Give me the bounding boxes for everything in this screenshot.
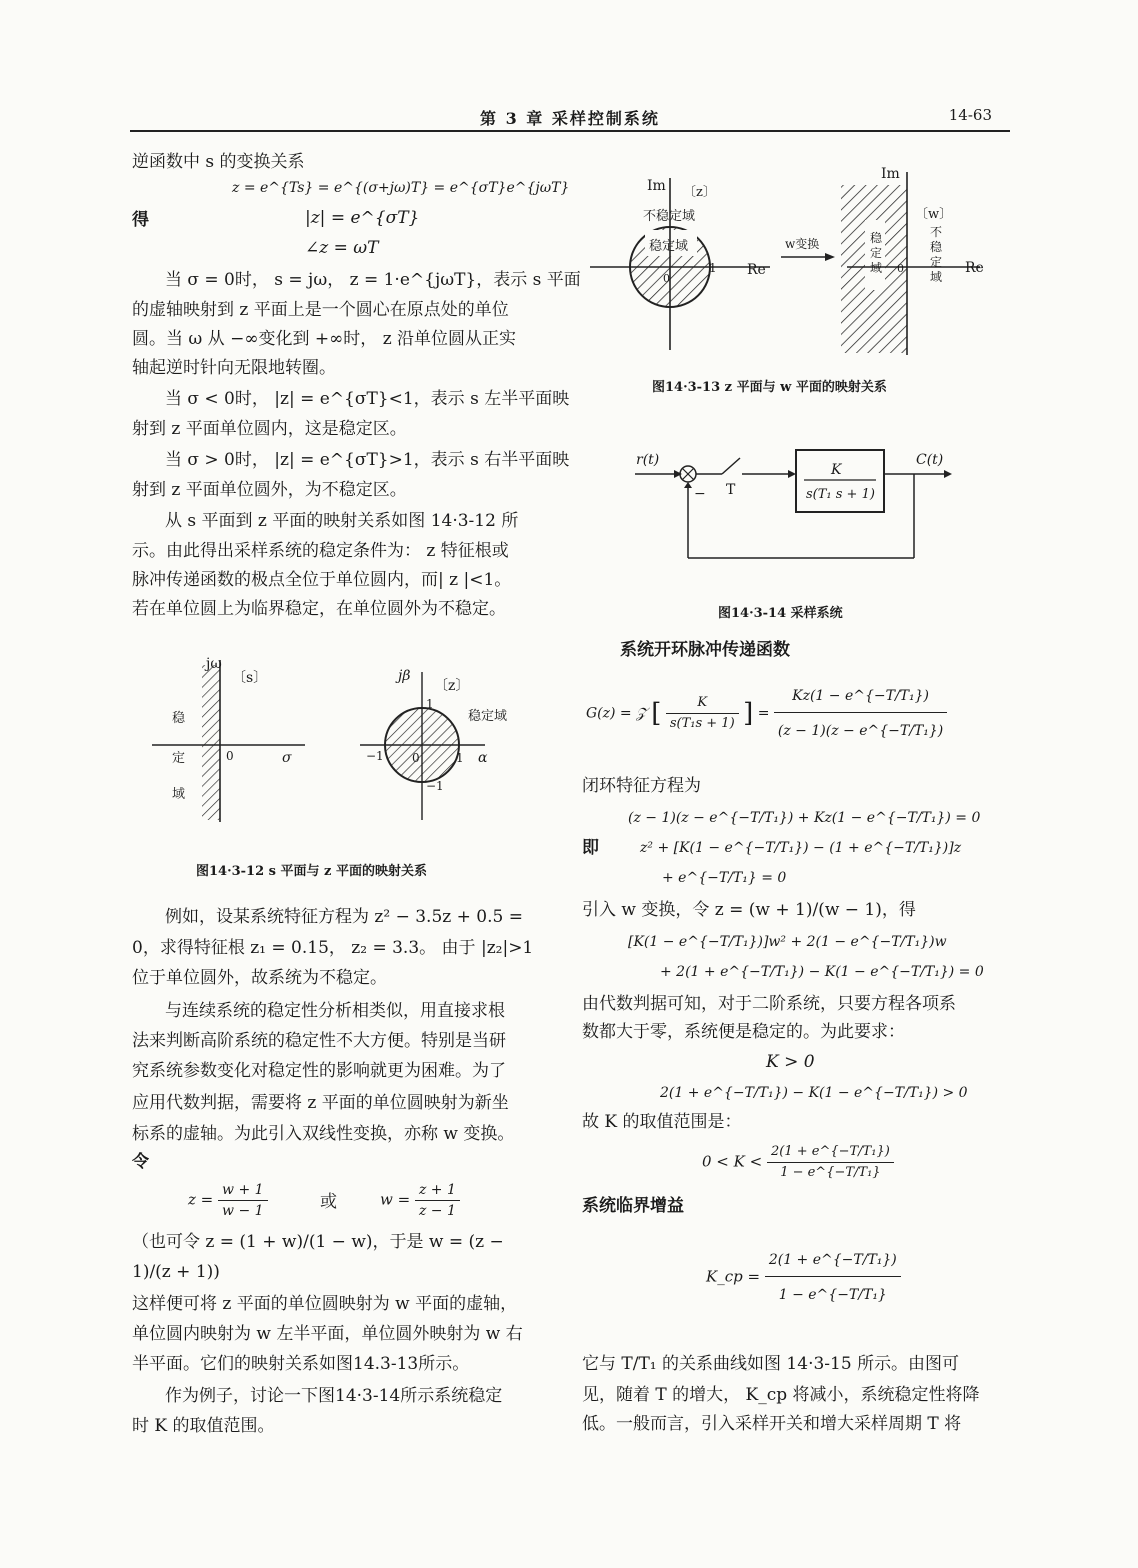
figure-caption: 图14·3-12 s 平面与 z 平面的映射关系 [196,864,427,879]
text-line: 究系统参数变化对稳定性的影响就更为困难。为了 [132,1061,506,1081]
w-unstable-char: 域 [930,270,943,284]
w-transform-label: w变换 [785,237,820,251]
text-line: 单位圆内映射为 w 左半平面，单位圆外映射为 w 右 [132,1324,523,1344]
text-line: 时 K 的取值范围。 [132,1416,275,1436]
section-title: 系统开环脉冲传递函数 [620,640,790,660]
text-line: 射到 z 平面单位圆内，这是稳定区。 [132,419,407,439]
z-origin: 0 [663,272,670,285]
equation-w-of-z: w = $\frac{z + 1}{z - 1}$ [380,1180,460,1221]
equation-k-range: 0 < K < $\frac{\text{2(1 + e\textasciicircum{}\{−T/T₁\})}}{\text{1 − e\textasciicircum{}\{−T/T₁\}}}$ [702,1142,894,1183]
equation: z² + [K(1 − e^{−T/T₁}) − (1 + e^{−T/T₁})]z [640,840,962,856]
z-imag-neg-one: −1 [426,779,444,793]
text-line: 半平面。它们的映射关系如图14.3-13所示。 [132,1354,470,1374]
equation: 2(1 + e^{−T/T₁}) − K(1 − e^{−T/T₁}) > 0 [660,1085,968,1101]
im-label: Im [881,166,900,182]
text-line: 应用代数判据，需要将 z 平面的单位圆映射为新坐 [132,1093,509,1113]
text-line: （也可令 z = (1 + w)/(1 − w)，于是 w = (z − [132,1232,504,1252]
arrow-right-icon [788,470,796,478]
text-line: 示。由此得出采样系统的稳定条件为： z 特征根或 [132,541,509,561]
text-line: 轴起逆时针向无限地转圈。 [132,358,336,378]
im-label: Im [647,178,666,194]
z-plane-label: 〔z〕 [434,678,470,694]
equation: |z| = e^{σT} [305,208,420,228]
equation: (z − 1)(z − e^{−T/T₁}) + Kz(1 − e^{−T/T₁}) = 0 [628,810,981,826]
equation: + e^{−T/T₁} = 0 [662,870,787,886]
equation-critical-gain: K_cp = $\frac{\text{2(1 + e\textasciicircum{}\{−T/T₁\})}}{\text{1 − e\textasciicircum{}\{−T/T₁\}}}$ [706,1250,901,1305]
z-imag-one: 1 [426,697,434,711]
equation-open-loop: G(z) = 𝒵 [ $\frac{K}{\text{s(T₁s + 1)}}$ ] = $\frac{\text{Kz(1 − e\textasciicircum{}\{−T/T₁\})}}{\text{(z − 1)(z − e\textasciicircum{}\{−T/T₁\})}}$ [586,686,947,741]
text-de: 得 [132,210,149,230]
z-plane-label: 〔z〕 [683,185,716,200]
jbeta-label: jβ [398,668,411,684]
equation: z = e^{Ts} = e^{(σ+jω)T} = e^{σT}e^{jωT} [232,180,570,196]
text-line: 法来判断高阶系统的稳定性不大方便。特别是当研 [132,1031,506,1051]
text-line: 见，随着 T 的增大， K_cp 将减小，系统稳定性将降 [582,1385,980,1405]
text-line: 1)/(z + 1)) [132,1262,220,1282]
equation: ∠z = ωT [305,238,379,258]
figure-caption: 图14·3-14 采样系统 [718,606,843,621]
text-line: 这样便可将 z 平面的单位圆映射为 w 平面的虚轴， [132,1294,518,1314]
text-line: 由代数判据可知，对于二阶系统，只要方程各项系 [582,994,956,1014]
page-number: 14-63 [948,106,992,124]
z-real-neg-one: −1 [366,749,384,763]
text-line: 位于单位圆外，故系统为不稳定。 [132,968,387,988]
text-ling: 令 [132,1152,149,1172]
w-unstable-char: 定 [930,255,943,269]
text-line: 逆函数中 s 的变换关系 [132,152,305,172]
text-line: 的虚轴映射到 z 平面上是一个圆心在原点处的单位 [132,300,509,320]
section-title: 系统临界增益 [582,1196,684,1216]
equation-z-of-w: z = $\frac{w + 1}{w - 1}$ [188,1180,268,1221]
z-real-one: 1 [709,261,717,275]
w-plane-label: 〔w〕 [915,207,953,222]
text-line: 当 σ > 0时， |z| = e^{σT}>1，表示 s 右半平面映 [165,450,570,470]
jw-label: jω [206,656,222,672]
w-unstable-char: 不 [930,225,943,239]
sigma-label: σ [282,750,292,766]
z-origin: 0 [412,751,420,765]
minus-sign: − [694,486,706,502]
arrow-up-icon [684,482,692,488]
sampling-switch [722,458,740,474]
equation: + 2(1 + e^{−T/T₁}) − K(1 − e^{−T/T₁}) = 0 [660,964,984,980]
w-stable-char: 稳 [870,231,883,245]
chapter-title: 第 3 章 采样控制系统 [480,109,660,128]
s-origin: 0 [226,749,234,763]
gain-numerator: K [831,462,842,478]
text-line: 0，求得特征根 z₁ = 0.15， z₂ = 3.3。 由于 |z₂|>1 [132,938,534,958]
text-line: 脉冲传递函数的极点全位于单位圆内，而| z |<1。 [132,570,512,590]
s-left-half-hatch [202,665,220,820]
switch-label: T [726,482,736,498]
page-header [130,104,1010,132]
figure-caption: 图14·3-13 z 平面与 w 平面的映射关系 [652,380,887,395]
w-origin: 0 [897,262,904,275]
equation: K > 0 [766,1052,815,1072]
s-plane-label: 〔s〕 [232,670,268,686]
text-line: 当 σ = 0时， s = jω， z = 1·e^{jωT}，表示 s 平面 [165,270,581,290]
gain-denominator: s(T₁ s + 1) [806,487,875,502]
label-yu: 域 [172,787,186,802]
text-line: 故 K 的取值范围是： [582,1112,742,1132]
z-real-one: 1 [456,751,464,765]
equation: [K(1 − e^{−T/T₁})]w² + 2(1 − e^{−T/T₁})w [628,934,947,950]
text-line: 当 σ < 0时， |z| = e^{σT}<1，表示 s 左半平面映 [165,389,570,409]
text-line: 标系的虚轴。为此引入双线性变换，亦称 w 变换。 [132,1124,515,1144]
output-label: C(t) [916,452,944,468]
text-huo: 或 [320,1192,337,1212]
w-stable-char: 域 [870,261,883,275]
re-label: Re [965,260,984,276]
text-line: 从 s 平面到 z 平面的映射关系如图 14·3-12 所 [165,511,519,531]
alpha-label: α [478,750,488,766]
arrow-right-icon [825,253,835,261]
stable-region-label: 稳定域 [649,239,689,254]
transfer-function-block [796,450,884,512]
text-line: 例如，设某系统特征方程为 z² − 3.5z + 0.5 = [165,907,523,927]
label-ding: 定 [172,751,186,766]
text-line: 射到 z 平面单位圆外，为不稳定区。 [132,480,407,500]
text-line: 它与 T/T₁ 的关系曲线如图 14·3-15 所示。由图可 [582,1354,960,1374]
figure-sampled-system [630,440,960,570]
figure-z-w-mapping [585,160,1005,360]
figure-s-z-mapping [140,650,520,830]
w-unstable-char: 稳 [930,240,943,254]
label-wen: 稳 [172,711,186,726]
text-line: 低。一般而言，引入采样开关和增大采样周期 T 将 [582,1414,962,1434]
text-line: 圆。当 ω 从 −∞变化到 +∞时， z 沿单位圆从正实 [132,329,517,349]
re-label: Re [747,262,766,278]
text-line: 闭环特征方程为 [582,776,701,796]
text-line: 作为例子，讨论一下图14·3-14所示系统稳定 [165,1386,503,1406]
text-line: 与连续系统的稳定性分析相类似，用直接求根 [165,1001,505,1021]
stable-region-label: 稳定域 [468,709,508,724]
arrow-right-icon [944,470,952,478]
text-line: 数都大于零，系统便是稳定的。为此要求： [582,1022,905,1042]
text-line: 引入 w 变换，令 z = (w + 1)/(w − 1)，得 [582,900,916,920]
w-stable-char: 定 [870,246,883,260]
text-line: 若在单位圆上为临界稳定，在单位圆外为不稳定。 [132,599,506,619]
unstable-region-label: 不稳定域 [643,209,696,224]
input-label: r(t) [636,452,660,468]
text-ji: 即 [582,838,599,858]
